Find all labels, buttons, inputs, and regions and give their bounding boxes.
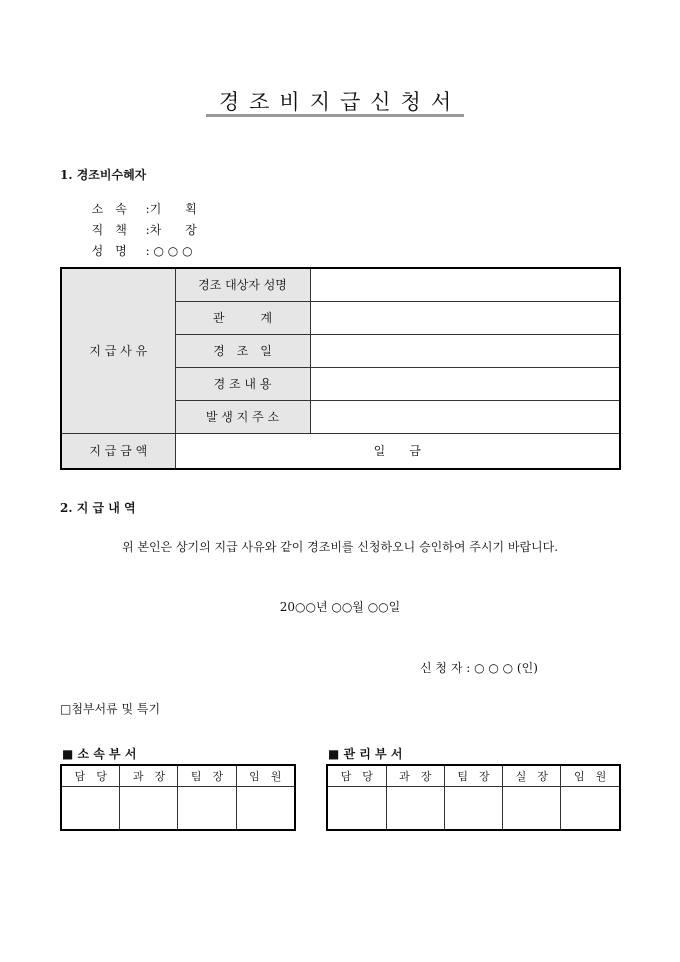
dept-sign-manager[interactable] (120, 787, 178, 831)
name-label: 성 명 (91, 244, 127, 258)
admin-sign-director[interactable] (503, 787, 561, 831)
admin-sign-team-lead[interactable] (444, 787, 502, 831)
section2-heading: 2. 지 급 내 역 (60, 501, 136, 515)
section1-heading: 1. 경조비수혜자 (60, 168, 147, 182)
attachments-note: □첨부서류 및 특기 (60, 702, 161, 716)
dept-role-staff: 담 당 (61, 765, 120, 787)
admin-sign-staff[interactable] (327, 787, 386, 831)
admin-role-manager: 과 장 (386, 765, 444, 787)
admin-role-staff: 담 당 (327, 765, 386, 787)
amount-value[interactable]: 일 금 (175, 433, 620, 469)
affiliation-label: 소 속 (91, 202, 127, 216)
position-row: 직 책 :차 장 (91, 223, 197, 237)
affiliation-row: 소 속 :기 획 (91, 202, 197, 216)
name-value: ○ ○ ○ (153, 244, 193, 258)
admin-approval-table (326, 764, 621, 831)
title-underline (206, 114, 464, 117)
admin-role-team-lead: 팀 장 (444, 765, 502, 787)
field-event-detail: 경 조 내 용 (175, 367, 310, 400)
dept-sign-staff[interactable] (61, 787, 120, 831)
reason-label: 지 급 사 유 (61, 268, 175, 433)
value-event-detail[interactable] (310, 367, 620, 400)
field-recipient-name: 경조 대상자 성명 (175, 268, 310, 301)
admin-role-director: 실 장 (503, 765, 561, 787)
position-label: 직 책 (91, 223, 127, 237)
amount-label: 지 급 금 액 (61, 433, 175, 469)
admin-approval-title: ■ 관 리 부 서 (328, 747, 403, 761)
request-date: 20○○년 ○○월 ○○일 (279, 600, 401, 614)
dept-approval-title: ■ 소 속 부 서 (62, 747, 137, 761)
dept-sign-executive[interactable] (236, 787, 295, 831)
admin-role-executive: 임 원 (561, 765, 620, 787)
value-recipient-name[interactable] (310, 268, 620, 301)
dept-role-team-lead: 팀 장 (178, 765, 236, 787)
value-event-address[interactable] (310, 400, 620, 433)
field-relation: 관 계 (175, 301, 310, 334)
position-value: 차 장 (149, 223, 197, 237)
applicant-line: 신 청 자 : ○ ○ ○ (인) (420, 661, 538, 675)
dept-sign-team-lead[interactable] (178, 787, 236, 831)
dept-role-manager: 과 장 (120, 765, 178, 787)
request-statement: 위 본인은 상기의 지급 사유와 같이 경조비를 신청하오니 승인하여 주시기 바랍니다. (121, 540, 559, 554)
field-event-date: 경 조 일 (175, 334, 310, 367)
affiliation-value: 기 획 (149, 202, 197, 216)
field-event-address: 발 생 지 주 소 (175, 400, 310, 433)
value-event-date[interactable] (310, 334, 620, 367)
name-row: 성 명 : ○ ○ ○ (91, 244, 193, 258)
page-title: 경조비지급신청서 (218, 90, 462, 114)
admin-sign-manager[interactable] (386, 787, 444, 831)
value-relation[interactable] (310, 301, 620, 334)
dept-role-executive: 임 원 (236, 765, 295, 787)
dept-approval-table (60, 764, 296, 831)
admin-sign-executive[interactable] (561, 787, 620, 831)
payment-table (60, 267, 621, 470)
